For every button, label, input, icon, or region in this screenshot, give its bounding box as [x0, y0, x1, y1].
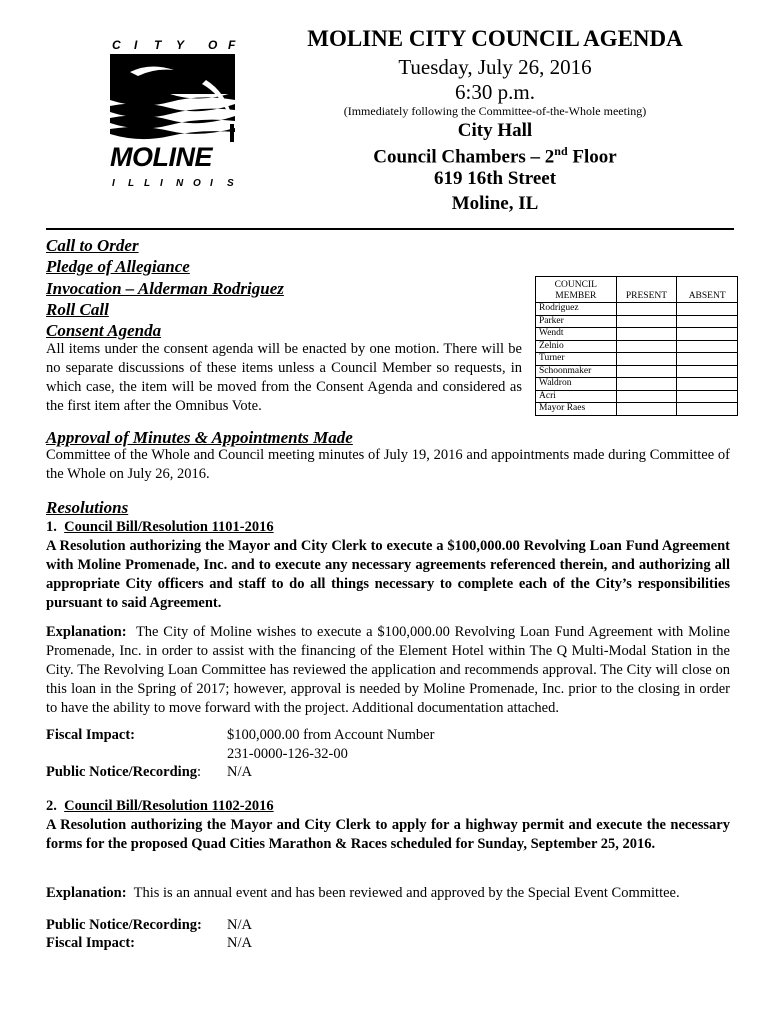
present-cell: [616, 390, 677, 403]
logo-letter: Y: [176, 38, 185, 52]
consent-agenda-text: All items under the consent agenda will be enacted by one motion. There will be no separate discussions of these items unless a Council Member so requests, in which case, the item will be moved from the Consent Agenda and considered as the first item after the Omnibus Vote.: [46, 341, 522, 414]
present-cell: [616, 328, 677, 341]
roll-call-table: [535, 276, 738, 416]
table-row: [536, 403, 738, 416]
member-name: Zelnio: [536, 340, 617, 353]
absent-cell: [677, 353, 738, 366]
table-row: [536, 303, 738, 316]
resolution-1-summary: A Resolution authorizing the Mayor and City Clerk to execute a $100,000.00 Revolving Loan Fund Agreement with Moline Promenade, Inc. and to execute any necessary agreements referenced therein, and authorizing all appropriate City officers and staff to do all things necessary to complete each of the City’s responsibilities pursuant to said Agreement.: [46, 538, 730, 611]
notice-colon: :: [197, 764, 202, 780]
absent-cell: [677, 390, 738, 403]
logo-letter: T: [154, 38, 162, 52]
explanation-text: The City of Moline wishes to execute a $100,000.00 Revolving Loan Fund Agreement with Moline Promenade, Inc. in order to assist with the financing of the Element Hotel within The Q Multi-Modal Station in the City. The Revolving Loan Committee has reviewed the application and recommends approval. The City will close on this loan in the Spring of 2017; however, approval is needed by Moline Promenade, Inc. prior to the closing in order to have the ability to move forward with the project. Additional documentation attached.: [46, 624, 730, 716]
resolution-1-fiscal-value2: 231-0000-126-32-00: [227, 746, 348, 762]
resolution-1-notice-label: [46, 763, 201, 782]
pledge-of-allegiance: Pledge of Allegiance: [46, 257, 190, 276]
logo-letter: O: [208, 38, 218, 52]
absent-cell: [677, 315, 738, 328]
resolution-title-text: Council Bill/Resolution 1102-2016: [64, 798, 274, 814]
logo-letter: O: [193, 178, 201, 189]
chambers-sup: nd: [554, 144, 568, 158]
header-divider: [46, 228, 734, 230]
logo-letter: F: [228, 38, 236, 52]
resolution-2-summary: A Resolution authorizing the Mayor and City Clerk to apply for a highway permit and execute the necessary forms for the proposed Quad Cities Marathon & Races scheduled for Sunday, September 25, 2016.: [46, 817, 730, 852]
present-cell: [616, 353, 677, 366]
table-row: [536, 390, 738, 403]
resolution-1-explanation: [46, 623, 730, 718]
table-row: [536, 315, 738, 328]
present-cell: [616, 403, 677, 416]
call-to-order: Call to Order: [46, 236, 139, 255]
meeting-date: Tuesday, July 26, 2016: [398, 55, 592, 79]
member-name: Turner: [536, 353, 617, 366]
member-name: Mayor Raes: [536, 403, 617, 416]
absent-cell: [677, 303, 738, 316]
header-member-line2: MEMBER: [555, 291, 597, 301]
present-cell: [616, 315, 677, 328]
resolution-2-explanation: [46, 884, 730, 903]
logo-letter: L: [128, 178, 135, 189]
header-member: [536, 277, 617, 303]
meeting-note: (Immediately following the Committee-of-the-Whole meeting): [343, 104, 647, 118]
header-member-line1: COUNCIL: [554, 280, 597, 290]
chambers-text: Council Chambers – 2: [373, 146, 555, 168]
resolution-number: 1.: [46, 519, 57, 535]
resolution-1-fiscal-value1: $100,000.00 from Account Number: [227, 727, 435, 743]
present-cell: [616, 303, 677, 316]
notice-label-text: Public Notice/Recording: [46, 764, 198, 780]
present-cell: [616, 378, 677, 391]
location-address: 619 16th Street: [433, 168, 557, 189]
resolution-2-notice-value: N/A: [227, 917, 252, 933]
logo-letter: I: [210, 178, 213, 189]
explanation-text: This is an annual event and has been reviewed and approved by the Special Event Committee.: [133, 885, 680, 901]
absent-cell: [677, 328, 738, 341]
resolution-1-notice-value: N/A: [227, 764, 252, 780]
resolution-2-fiscal-value: N/A: [227, 935, 252, 951]
member-name: Parker: [536, 315, 617, 328]
member-name: Rodriguez: [536, 303, 617, 316]
logo-letter: S: [227, 178, 234, 189]
location-chambers: [270, 144, 720, 168]
absent-cell: [677, 403, 738, 416]
resolution-2-fiscal-label: Fiscal Impact:: [46, 935, 135, 951]
table-row: [536, 378, 738, 391]
member-name: Acri: [536, 390, 617, 403]
member-name: Schoonmaker: [536, 365, 617, 378]
logo-letter: I: [134, 38, 138, 52]
city-logo: [110, 38, 235, 198]
member-name: Waldron: [536, 378, 617, 391]
table-header-row: [536, 277, 738, 303]
logo-letter: I: [160, 178, 163, 189]
chambers-floor: Floor: [567, 146, 617, 168]
location-city-hall: City Hall: [457, 120, 533, 141]
logo-moline-text: MOLINE: [110, 142, 212, 172]
logo-letter: L: [144, 178, 151, 189]
resolution-number: 2.: [46, 798, 57, 814]
consent-agenda-heading: Consent Agenda: [46, 321, 162, 340]
logo-letter: I: [112, 178, 115, 189]
location-city: Moline, IL: [451, 193, 539, 214]
absent-cell: [677, 365, 738, 378]
minutes-text: Committee of the Whole and Council meeting minutes of July 19, 2016 and appointments made during Committee of the Whole on July 26, 2016.: [46, 447, 730, 482]
resolution-2-title: [46, 797, 274, 816]
table-row: [536, 340, 738, 353]
invocation: Invocation – Alderman Rodriguez: [46, 279, 284, 298]
roll-call: Roll Call: [46, 300, 109, 319]
logo-letter: N: [176, 178, 184, 189]
member-name: Wendt: [536, 328, 617, 341]
minutes-heading: Approval of Minutes & Appointments Made: [46, 428, 353, 447]
resolutions-heading: Resolutions: [46, 498, 129, 517]
present-cell: [616, 365, 677, 378]
resolution-title-text: Council Bill/Resolution 1101-2016: [64, 519, 274, 535]
absent-cell: [677, 378, 738, 391]
agenda-title: MOLINE CITY COUNCIL AGENDA: [307, 26, 683, 51]
header-absent: ABSENT: [677, 277, 738, 303]
meeting-time: 6:30 p.m.: [455, 80, 535, 104]
resolution-1-fiscal-label: Fiscal Impact:: [46, 727, 135, 743]
explanation-label: Explanation:: [46, 885, 127, 901]
explanation-label: Explanation:: [46, 624, 127, 640]
table-row: [536, 365, 738, 378]
river-waves-icon: [110, 54, 235, 144]
table-row: [536, 353, 738, 366]
absent-cell: [677, 340, 738, 353]
resolution-1-title: [46, 518, 274, 537]
logo-letter: C: [112, 38, 121, 52]
header-present: PRESENT: [616, 277, 677, 303]
table-row: [536, 328, 738, 341]
resolution-2-notice-label: Public Notice/Recording:: [46, 917, 202, 933]
present-cell: [616, 340, 677, 353]
